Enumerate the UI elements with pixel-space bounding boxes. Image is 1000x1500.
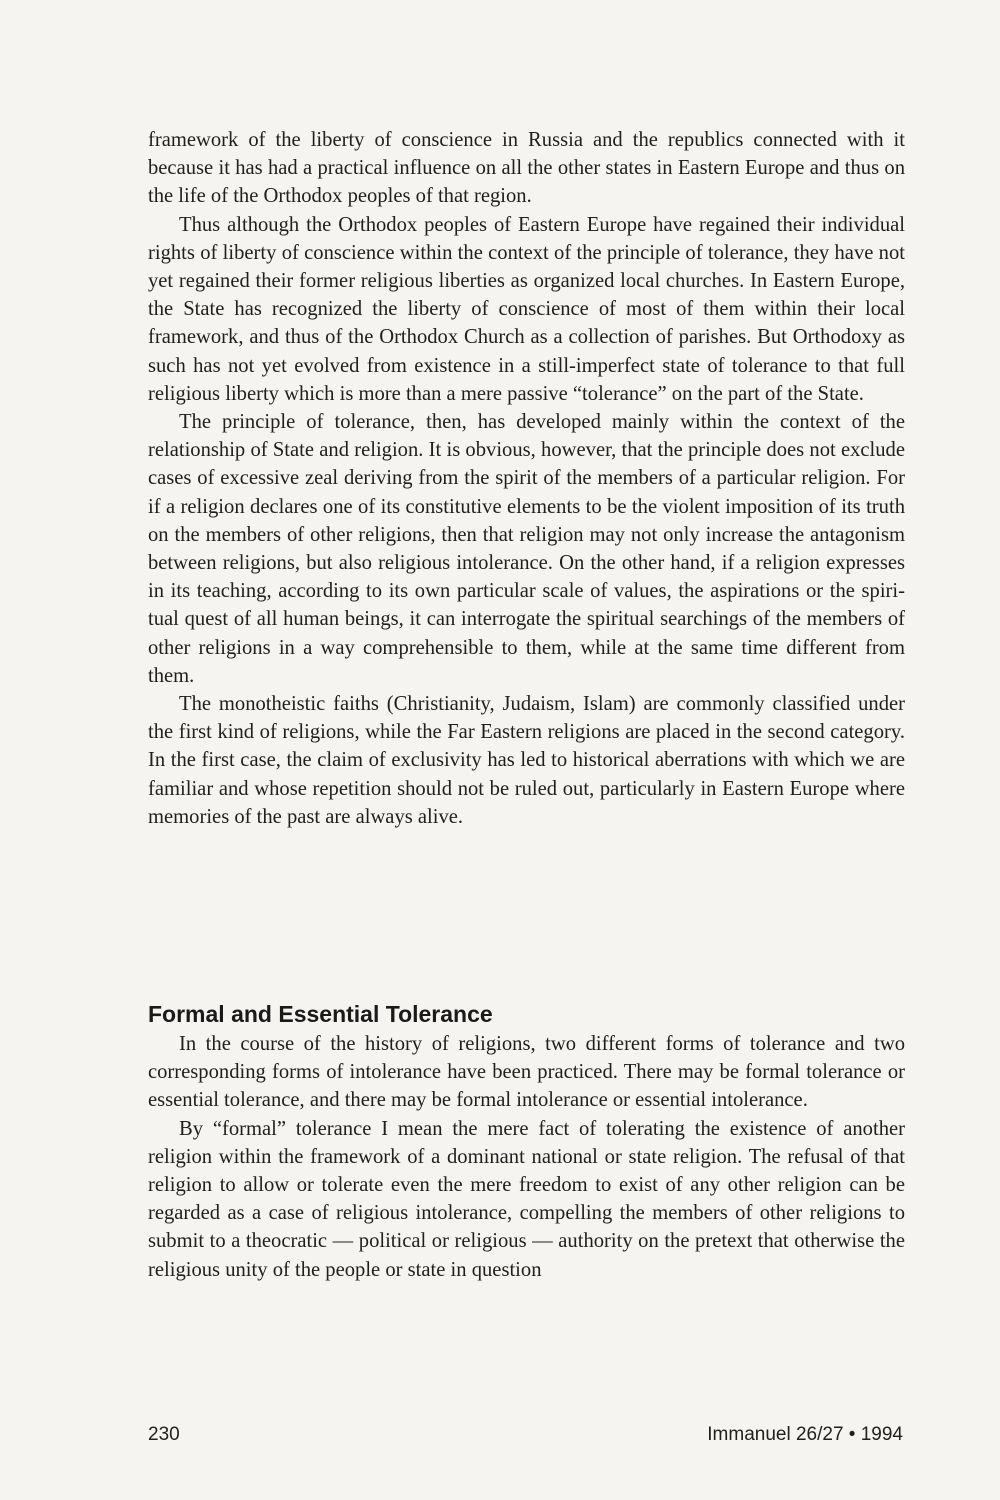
body-text-top [148,126,905,831]
paragraph-monotheistic-faiths: The monotheistic faiths (Christianity, Judaism, Islam) are commonly classified under the first kind of religions, while the Far Eastern religions are placed in the second category. In the first case, the claim of exclusivity has led to historical aberrations with which we are familiar and whose repetition should not be ruled out, particularly in Eastern Europe where memories of the past are always alive. [148,693,905,828]
section-heading: Formal and Essential Tolerance [148,1001,493,1027]
journal-citation: Immanuel 26/27 • 1994 [707,1424,903,1445]
paragraph-orthodox-tolerance: Thus although the Orthodox peoples of Eastern Europe have regained their individual rights of liberty of conscience within the context of the principle of tolerance, they have not yet regained their former religious liberties as organized local churches. In Eastern Europe, the State has recognized the liberty of conscience of most of them within their local framework, and thus of the Orthodox Church as a collection of parishes. But Orthodoxy as such has not yet evolved from existence in a still-imperfect state of tolerance to that full religious liberty which is more than a mere passive “tolerance” on the part of the State. [148,213,905,405]
page-number: 230 [148,1424,180,1445]
paragraph-formal-tolerance: By “formal” tolerance I mean the mere fact of tolerating the existence of another religion within the framework of a dominant national or state religion. The refusal of that religion to allow or tolerate even the mere freedom to exist of any other religion can be regarded as a case of religious intolerance, compelling the members of other religions to submit to a theocratic — political or religious — authority on the pretext that otherwise the religious unity of the people or state in question [148,1117,905,1281]
paragraph-principle-of-tolerance: The principle of tolerance, then, has developed mainly within the context of the relationship of State and religion. It is obvious, however, that the principle does not exclude cases of excessive zeal deriving from the spirit of the members of a particular religion. For if a religion declares one of its constitutive elements to be the violent imposition of its truth on the members of other religions, then that religion may not only increase the antagonism between religions, but also religious intolerance. On the other hand, if a religion expresses in its teaching, according to its own particular scale of values, the aspirations or the spiritual quest of all human beings, it can interrogate the spiritual searchings of the members of other religions in a way comprehensible to them, while at the same time different from them. [148,411,905,687]
body-text-bottom [148,1030,905,1284]
paragraph-continuation: framework of the liberty of conscience in Russia and the republics connected with it because it has had a practical influence on all the other states in Eastern Europe and thus on the life of the Orthodox peoples of that region. [148,129,905,208]
paragraph-history-of-religions: In the course of the history of religions, two different forms of tolerance and two corresponding forms of intolerance have been practiced. There may be formal tolerance or essential tolerance, and there may be formal intolerance or essential intolerance. [148,1033,905,1112]
